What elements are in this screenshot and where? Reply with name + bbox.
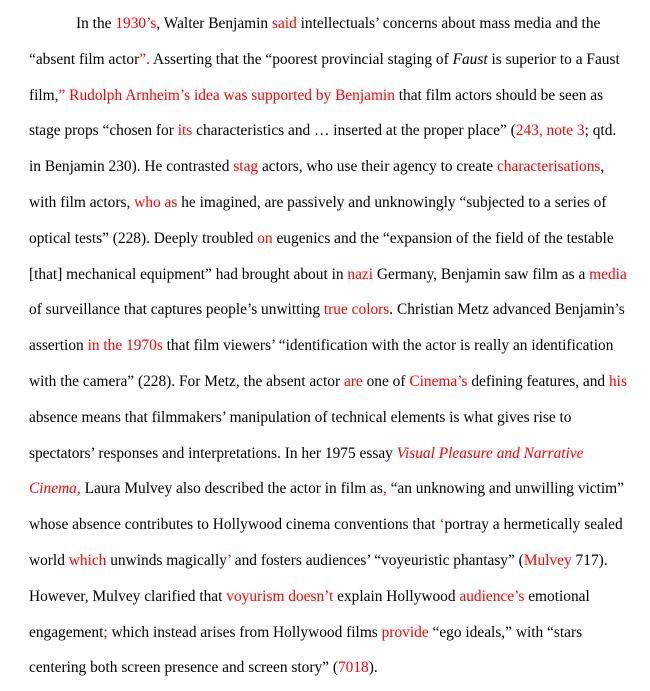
text-segment: “absent film actor [29, 50, 140, 68]
text-segment: , [600, 158, 605, 176]
text-segment: film, [29, 86, 59, 104]
text-segment: one of [362, 372, 410, 390]
text-segment: , Walter Benjamin [156, 15, 272, 32]
highlighted-correction: its [177, 122, 193, 140]
text-segment: . Christian Metz advanced Benjamin’s [389, 301, 625, 319]
text-segment: which instead arises from Hollywood films [107, 623, 382, 641]
text-segment: is superior to a Faust [487, 50, 620, 68]
highlighted-correction: true colors [323, 301, 390, 319]
highlighted-correction: ; [103, 623, 108, 641]
text-segment: explain Hollywood [333, 587, 460, 605]
highlighted-correction: are [343, 372, 363, 390]
text-segment: ). [368, 659, 378, 677]
text-segment: [that] mechanical equipment” had brought about in [29, 265, 348, 283]
text-segment: emotional [524, 587, 590, 605]
text-segment: characteristics and … inserted at the proper place” ( [192, 122, 516, 140]
highlighted-correction: Cinema’s [409, 372, 468, 390]
highlighted-correction: , [382, 480, 387, 498]
text-line [29, 188, 641, 224]
highlighted-correction: ’ [226, 551, 231, 569]
text-line [29, 295, 641, 331]
text-segment: optical tests” (228). Deeply troubled [29, 229, 258, 247]
text-segment: Faust [452, 50, 488, 68]
highlighted-correction: ”. [139, 50, 150, 68]
text-segment: defining features, and [467, 372, 609, 390]
text-segment: assertion [29, 337, 88, 355]
text-segment: Asserting that the “poorest provincial staging of [149, 50, 453, 68]
text-segment: ; qtd. [584, 122, 617, 140]
text-line [29, 152, 641, 188]
highlighted-correction: 1930’s [115, 15, 157, 32]
text-segment: and fosters audiences’ “voyeuristic phantasy” ( [230, 551, 524, 569]
highlighted-correction: on [257, 229, 273, 247]
text-segment: Germany, Benjamin saw film as a [373, 265, 590, 283]
highlighted-correction: who as [134, 193, 178, 211]
text-segment: spectators’ responses and interpretations. In her 1975 essay [29, 444, 397, 462]
text-segment: Laura Mulvey also described the actor in film as [80, 480, 383, 498]
highlighted-correction: Mulvey [523, 551, 572, 569]
text-segment: unwinds magically [106, 551, 227, 569]
highlighted-correction: which [68, 551, 107, 569]
highlighted-correction: 7018 [337, 659, 369, 677]
text-segment: However, Mulvey clarified that [29, 587, 227, 605]
text-segment: that film actors should be seen as [394, 86, 604, 104]
text-segment: of surveillance that captures people’s unwitting [29, 301, 324, 319]
highlighted-correction: Cinema, [29, 480, 81, 498]
text-segment: that film viewers’ “identification with the actor is really an identification [162, 337, 614, 355]
text-line [29, 582, 641, 618]
text-segment: 717). [571, 551, 608, 569]
highlighted-correction: ‘ [439, 516, 445, 534]
text-segment: “an unknowing and unwilling victim” [386, 480, 624, 498]
text-segment: In the [76, 15, 116, 32]
text-segment: absence means that filmmakers’ manipulation of technical elements is what gives rise to [29, 408, 572, 426]
text-line [29, 331, 641, 367]
text-line [29, 9, 641, 45]
text-segment: engagement [29, 623, 104, 641]
text-line [29, 546, 641, 582]
text-line [29, 653, 641, 689]
highlighted-correction: media [589, 265, 627, 283]
text-segment: eugenics and the “expansion of the field of the testable [272, 229, 614, 247]
highlighted-correction: characterisations [497, 158, 601, 176]
text-segment: world [29, 551, 69, 569]
text-line [29, 116, 641, 152]
highlighted-correction: audience’s [459, 587, 525, 605]
text-line [29, 224, 641, 260]
text-segment: intellectuals’ concerns about mass media and the [296, 15, 601, 32]
text-line [29, 367, 641, 403]
text-line [29, 81, 641, 117]
text-segment: with film actors, [29, 193, 135, 211]
text-segment: with the camera” (228). For Metz, the absent actor [29, 372, 344, 390]
highlighted-correction: said [271, 15, 297, 32]
text-segment: centering both screen presence and screen story” ( [29, 659, 338, 677]
highlighted-correction: nazi [347, 265, 374, 283]
text-line [29, 403, 641, 439]
text-segment: actors, who use their agency to create [258, 158, 497, 176]
text-segment: he imagined, are passively and unknowingly “subjected to a series of [177, 193, 607, 211]
highlighted-correction: stag [233, 158, 259, 176]
text-segment: in Benjamin 230). He contrasted [29, 158, 234, 176]
text-line [29, 510, 641, 546]
text-segment: portray a hermetically sealed [444, 516, 623, 534]
highlighted-correction: his [608, 372, 627, 390]
text-line [29, 439, 641, 475]
text-line [29, 474, 641, 510]
highlighted-correction: ” Rudolph Arnheim’s idea was supported by Benjamin [58, 86, 395, 104]
text-line [29, 260, 641, 296]
highlighted-correction: 243, note 3 [515, 122, 585, 140]
text-segment: whose absence contributes to Hollywood cinema conventions that [29, 516, 440, 534]
text-segment: stage props “chosen for [29, 122, 178, 140]
highlighted-correction: Visual Pleasure and Narrative [396, 444, 584, 462]
text-segment: “ego ideals,” with “stars [428, 623, 583, 641]
essay-paragraph [29, 9, 641, 689]
text-line [29, 618, 641, 654]
text-line [29, 45, 641, 81]
highlighted-correction: voyurism doesn’t [226, 587, 334, 605]
highlighted-correction: in the 1970s [87, 337, 163, 355]
highlighted-correction: provide [381, 623, 429, 641]
